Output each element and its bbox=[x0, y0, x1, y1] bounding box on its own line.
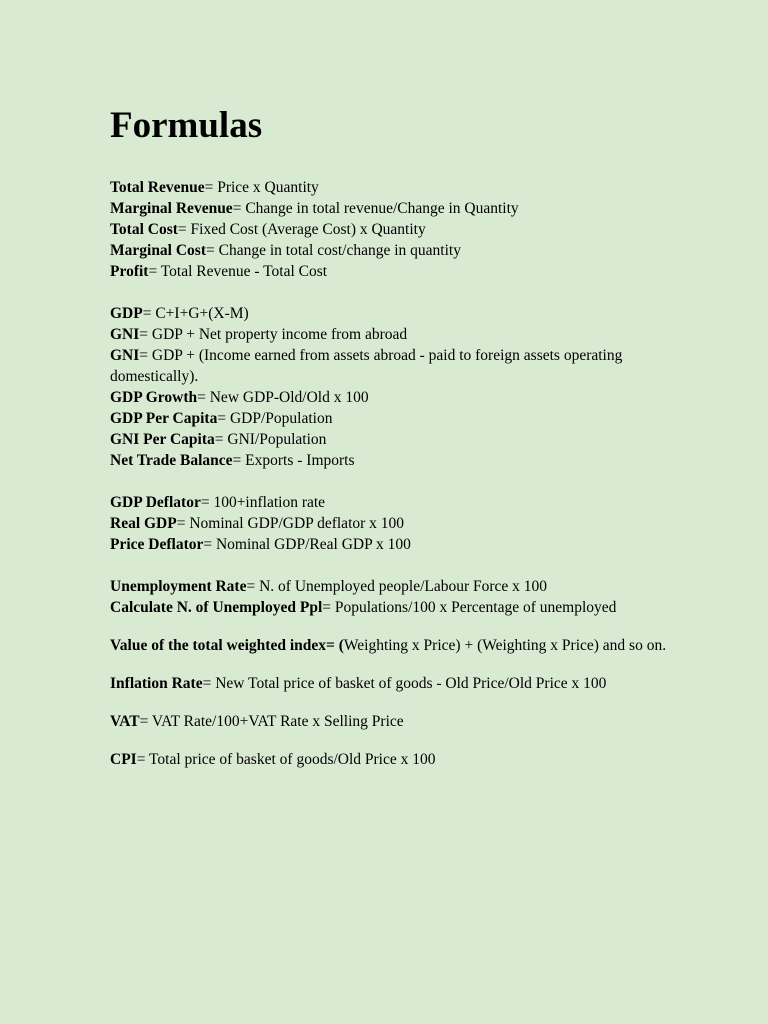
formula-term: Net Trade Balance bbox=[110, 452, 233, 469]
formula-total-cost bbox=[110, 219, 670, 240]
section-spacer bbox=[110, 471, 670, 492]
formula-term: GNI Per Capita bbox=[110, 431, 215, 448]
section-spacer bbox=[110, 555, 670, 576]
formula-weighted-index bbox=[110, 635, 670, 656]
formula-term: Real GDP bbox=[110, 515, 177, 532]
formula-definition: = New GDP-Old/Old x 100 bbox=[197, 389, 369, 406]
section-spacer bbox=[110, 732, 670, 749]
formula-list bbox=[110, 177, 670, 770]
formula-gdp bbox=[110, 303, 670, 324]
formula-term: Total Cost bbox=[110, 221, 178, 238]
formula-definition: = GDP/Population bbox=[217, 410, 333, 427]
formula-definition: = Nominal GDP/Real GDP x 100 bbox=[203, 536, 411, 553]
formula-profit bbox=[110, 261, 670, 282]
formula-definition: = Change in total revenue/Change in Quantity bbox=[232, 200, 519, 217]
formula-term: Value of the total weighted index= ( bbox=[110, 637, 344, 654]
formula-definition: = 100+inflation rate bbox=[200, 494, 326, 511]
section-spacer bbox=[110, 656, 670, 673]
formula-net-trade-balance bbox=[110, 450, 670, 471]
formula-definition: = Fixed Cost (Average Cost) x Quantity bbox=[177, 221, 426, 238]
formula-unemployment-rate bbox=[110, 576, 670, 597]
formula-term: Unemployment Rate bbox=[110, 578, 247, 595]
formula-term: GNI bbox=[110, 326, 140, 343]
formula-definition: = Change in total cost/change in quantity bbox=[206, 242, 461, 259]
formula-definition: Weighting x Price) + (Weighting x Price) and so on. bbox=[343, 637, 667, 654]
formula-definition: = Total price of basket of goods/Old Price x 100 bbox=[136, 751, 436, 768]
formula-unemployed-people bbox=[110, 597, 670, 618]
formula-definition: = Nominal GDP/GDP deflator x 100 bbox=[176, 515, 405, 532]
formula-inflation-rate bbox=[110, 673, 670, 694]
formula-marginal-cost bbox=[110, 240, 670, 261]
formula-definition: = Exports - Imports bbox=[232, 452, 355, 469]
formula-marginal-revenue bbox=[110, 198, 670, 219]
formula-term: GDP Growth bbox=[110, 389, 198, 406]
page-title: Formulas bbox=[110, 105, 263, 146]
formula-term: GDP Deflator bbox=[110, 494, 201, 511]
formula-definition: = GDP + Net property income from abroad bbox=[139, 326, 408, 343]
formula-definition: = GDP + (Income earned from assets abroad - paid to foreign assets operating domestically). bbox=[110, 347, 623, 385]
formula-total-revenue bbox=[110, 177, 670, 198]
formula-gdp-per-capita bbox=[110, 408, 670, 429]
formula-term: Marginal Revenue bbox=[110, 200, 233, 217]
formula-definition: = VAT Rate/100+VAT Rate x Selling Price bbox=[139, 713, 404, 730]
formula-definition: = Populations/100 x Percentage of unemployed bbox=[322, 599, 617, 616]
formula-term: GDP Per Capita bbox=[110, 410, 218, 427]
formula-term: GNI bbox=[110, 347, 140, 364]
formula-real-gdp bbox=[110, 513, 670, 534]
formula-term: Inflation Rate bbox=[110, 675, 203, 692]
formula-term: VAT bbox=[110, 713, 140, 730]
formula-definition: = N. of Unemployed people/Labour Force x 100 bbox=[246, 578, 548, 595]
formula-term: Marginal Cost bbox=[110, 242, 207, 259]
formula-gni bbox=[110, 324, 670, 345]
formula-term: Profit bbox=[110, 263, 149, 280]
formula-definition: = GNI/Population bbox=[214, 431, 327, 448]
formula-term: CPI bbox=[110, 751, 137, 768]
formula-term: Price Deflator bbox=[110, 536, 204, 553]
section-spacer bbox=[110, 618, 670, 635]
formula-definition: = C+I+G+(X-M) bbox=[142, 305, 249, 322]
formula-gni-alt bbox=[110, 345, 670, 387]
section-spacer bbox=[110, 282, 670, 303]
formula-definition: = Price x Quantity bbox=[204, 179, 319, 196]
formula-definition: = New Total price of basket of goods - Old Price/Old Price x 100 bbox=[202, 675, 607, 692]
formula-gni-per-capita bbox=[110, 429, 670, 450]
formula-term: Calculate N. of Unemployed Ppl bbox=[110, 599, 323, 616]
formula-term: GDP bbox=[110, 305, 143, 322]
formula-vat bbox=[110, 711, 670, 732]
formula-price-deflator bbox=[110, 534, 670, 555]
section-spacer bbox=[110, 694, 670, 711]
formula-gdp-deflator bbox=[110, 492, 670, 513]
formula-cpi bbox=[110, 749, 670, 770]
formula-definition: = Total Revenue - Total Cost bbox=[148, 263, 328, 280]
formula-term: Total Revenue bbox=[110, 179, 205, 196]
formula-gdp-growth bbox=[110, 387, 670, 408]
